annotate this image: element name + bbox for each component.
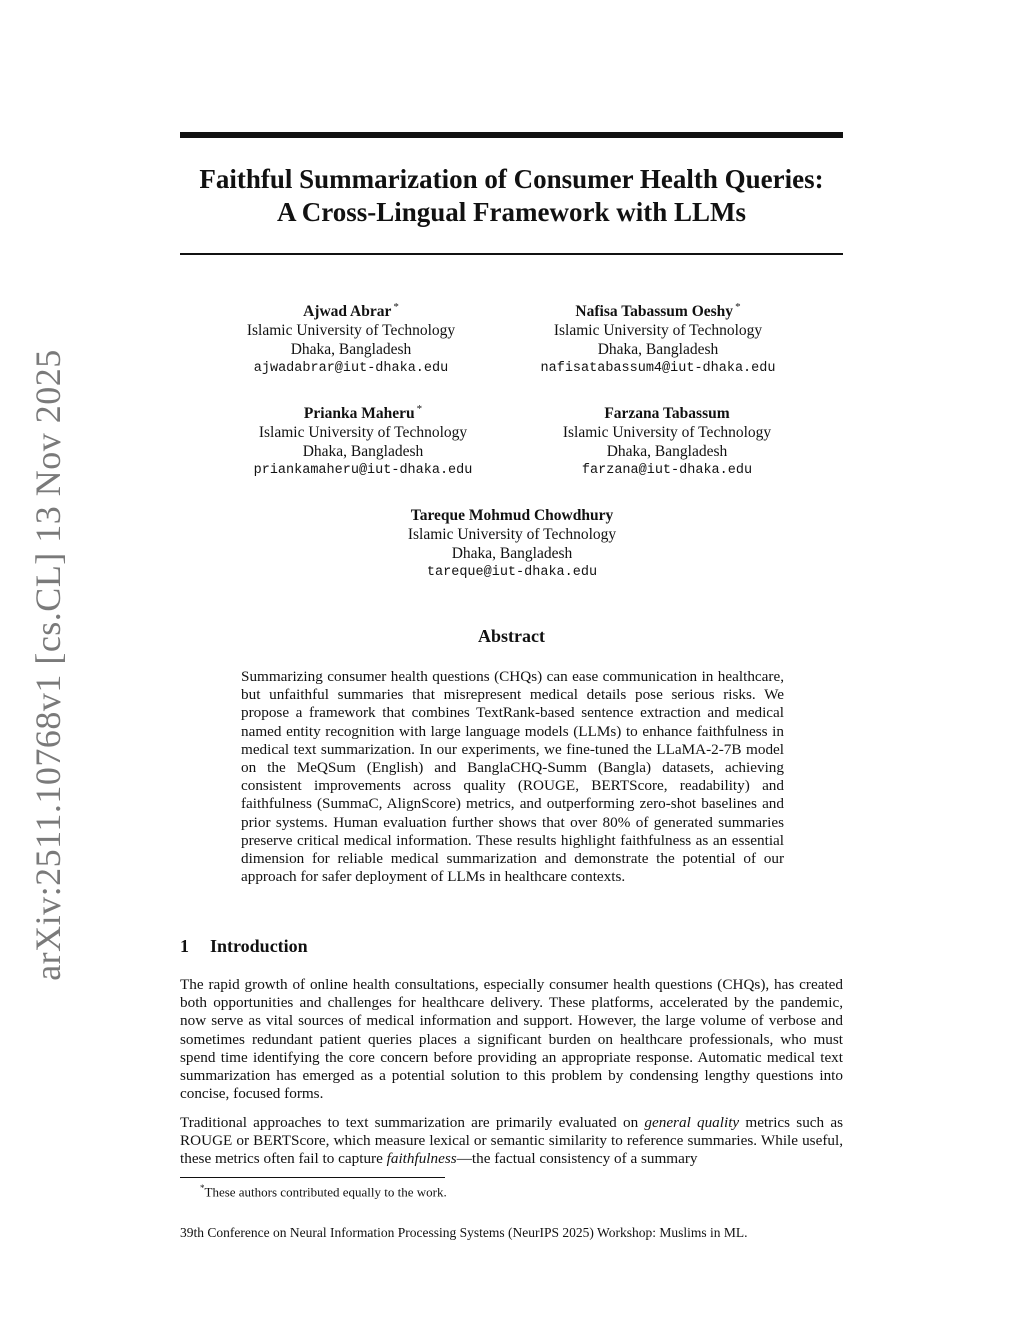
intro-p2-text-2: metrics such as ROUGE or BERTScore, which measure lexical or semantic similarity to reference summaries. While useful, these metrics often fail to capture bbox=[180, 1114, 843, 1168]
author-email: nafisatabassum4@iut-dhaka.edu bbox=[540, 361, 776, 376]
equal-contribution-mark: * bbox=[416, 402, 423, 415]
intro-paragraph-1: The rapid growth of online health consultations, especially consumer health questions (CHQs), has created both opportunities and challenges for healthcare delivery. These platforms, accelerated by the pandemic, now serve as vital sources of medical information and support. However, the large volume of verbose and sometimes redundant patient queries places a significant burden on healthcare professionals, who must spend time identifying the core concern before providing an appropriate response. Automatic medical text summarization has emerged as a potential solution to this problem by condensing lengthy questions into concise, focused forms. bbox=[180, 976, 843, 1103]
footnote-mark: * bbox=[200, 1183, 205, 1193]
intro-paragraph-2 bbox=[180, 1114, 843, 1169]
author-location: Dhaka, Bangladesh bbox=[302, 443, 424, 460]
author-block-1 bbox=[201, 302, 501, 378]
intro-p2-text-3: —the factual consistency of a summary bbox=[456, 1150, 698, 1168]
author-email: farzana@iut-dhaka.edu bbox=[581, 463, 753, 478]
intro-p2-text-1: Traditional approaches to text summarization are primarily evaluated on bbox=[180, 1114, 645, 1131]
author-email: priankamaheru@iut-dhaka.edu bbox=[253, 463, 473, 478]
author-affiliation: Islamic University of Technology bbox=[553, 322, 763, 339]
intro-p2-emphasis-2: faithfulness bbox=[386, 1150, 457, 1168]
title-top-rule bbox=[180, 132, 843, 138]
abstract-body: Summarizing consumer health questions (CHQs) can ease communication in healthcare, but unfaithful summaries that misrepresent medical details pose serious risks. We propose a framework that combines TextRank-based sentence extraction and medical named entity recognition with large language models (LLMs) to enhance faithfulness in medical text summarization. In our experiments, we fine-tuned the LLaMA-2-7B model on the MeQSum (English) and BanglaCHQ-Summ (Bangla) datasets, achieving consistent improvements across quality (ROUGE, BERTScore, readability) and faithfulness (SummaC, AlignScore) metrics, and outperforming zero-shot baselines and prior systems. Human evaluation further shows that over 80% of generated summaries preserve critical medical information. These results highlight faithfulness as an essential dimension for reliable medical summarization and demonstrate the potential of our approach for safer deployment of LLMs in healthcare contexts. bbox=[241, 668, 784, 886]
arxiv-identifier-text: arXiv:2511.10768v1 [cs.CL] 13 Nov 2025 bbox=[28, 348, 69, 981]
abstract-heading: Abstract bbox=[478, 626, 545, 646]
author-email: ajwadabrar@iut-dhaka.edu bbox=[253, 361, 449, 376]
intro-p2-emphasis-1: general quality bbox=[644, 1114, 740, 1131]
venue-footer: 39th Conference on Neural Information Processing Systems (NeurIPS 2025) Workshop: Muslims in ML. bbox=[180, 1225, 748, 1240]
title-bottom-rule bbox=[180, 253, 843, 255]
author-name: Prianka Maheru bbox=[303, 405, 415, 422]
author-block-4 bbox=[517, 404, 817, 480]
author-name: Farzana Tabassum bbox=[604, 405, 730, 422]
title-line-1: Faithful Summarization of Consumer Health Queries: bbox=[199, 164, 824, 194]
equal-contribution-mark: * bbox=[393, 300, 399, 313]
author-location: Dhaka, Bangladesh bbox=[597, 341, 719, 358]
section-number: 1 bbox=[180, 936, 189, 956]
author-affiliation: Islamic University of Technology bbox=[562, 424, 772, 441]
author-name: Nafisa Tabassum Oeshy bbox=[575, 303, 734, 320]
author-affiliation: Islamic University of Technology bbox=[407, 526, 617, 543]
section-heading-introduction bbox=[180, 936, 308, 957]
author-affiliation: Islamic University of Technology bbox=[246, 322, 456, 339]
author-name: Tareque Mohmud Chowdhury bbox=[410, 507, 614, 524]
section-title: Introduction bbox=[210, 936, 308, 956]
equal-contribution-mark: * bbox=[735, 300, 741, 313]
footnote bbox=[200, 1180, 447, 1200]
arxiv-identifier bbox=[18, 348, 78, 981]
footnote-text: These authors contributed equally to the work. bbox=[204, 1184, 447, 1200]
author-email: tareque@iut-dhaka.edu bbox=[426, 565, 598, 580]
author-block-5 bbox=[362, 506, 662, 582]
author-location: Dhaka, Bangladesh bbox=[451, 545, 573, 562]
author-location: Dhaka, Bangladesh bbox=[606, 443, 728, 460]
author-block-2 bbox=[508, 302, 808, 378]
author-block-3 bbox=[213, 404, 513, 480]
author-location: Dhaka, Bangladesh bbox=[290, 341, 412, 358]
title-line-2: A Cross-Lingual Framework with LLMs bbox=[276, 197, 747, 227]
footnote-rule bbox=[180, 1177, 445, 1178]
author-name: Ajwad Abrar bbox=[303, 303, 392, 320]
author-affiliation: Islamic University of Technology bbox=[258, 424, 468, 441]
paper-title bbox=[180, 163, 843, 229]
